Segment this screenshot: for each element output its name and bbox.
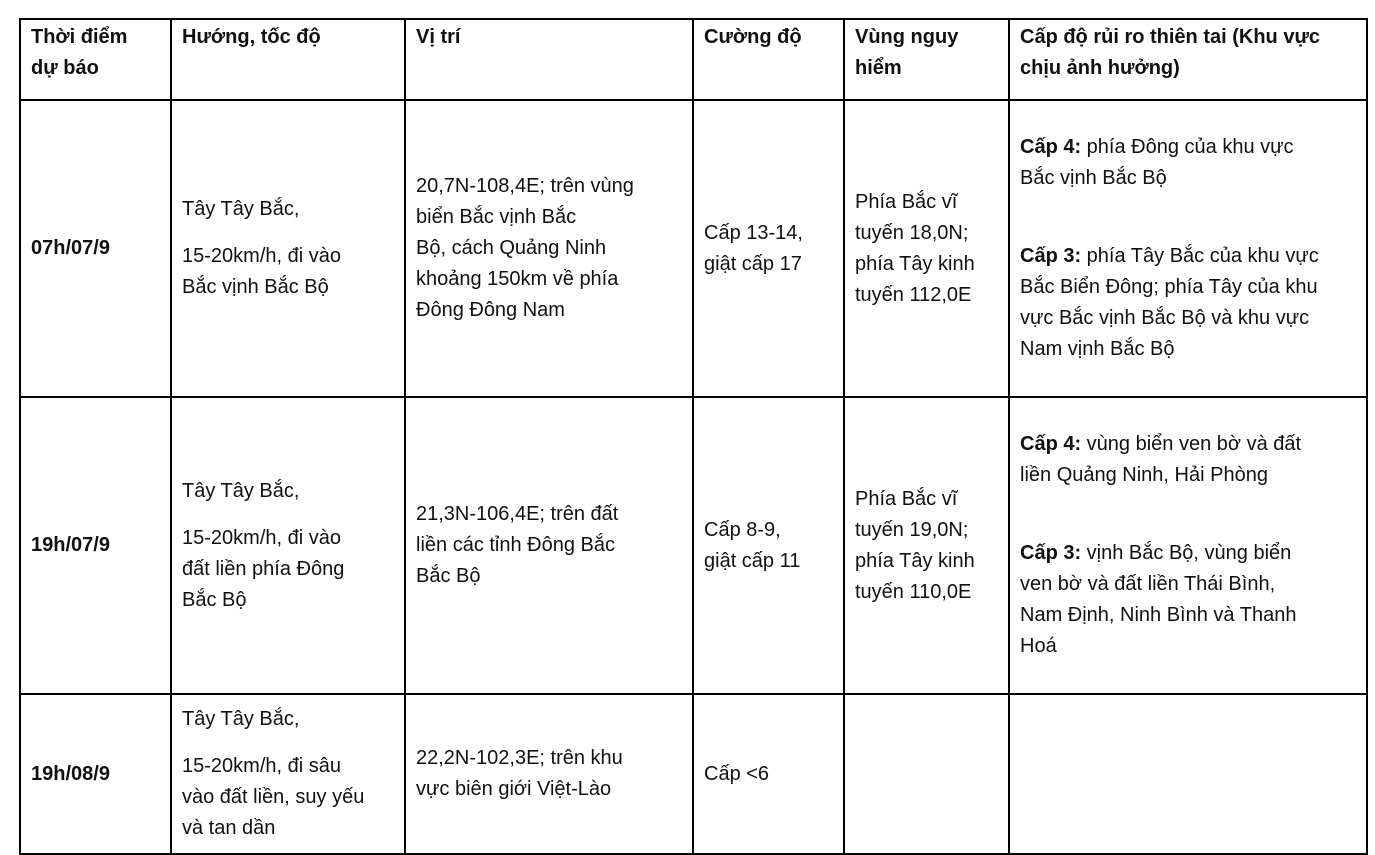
direction-line: Tây Tây Bắc, (182, 479, 300, 502)
header-danger-zone: Vùng nguy hiểm (844, 19, 1009, 100)
direction-line: 15-20km/h, đi vào Bắc vịnh Bắc Bộ (182, 245, 341, 298)
intensity-cell: Cấp <6 (693, 694, 844, 854)
intensity-cell: Cấp 13-14, giật cấp 17 (693, 100, 844, 397)
risk-cell (1009, 100, 1367, 397)
danger-zone-cell: Phía Bắc vĩ tuyến 18,0N; phía Tây kinh tuyến 112,0E (844, 100, 1009, 397)
header-intensity: Cường độ (693, 19, 844, 100)
intensity-cell: Cấp 8-9, giật cấp 11 (693, 397, 844, 694)
forecast-table (19, 18, 1368, 855)
position-cell: 20,7N-108,4E; trên vùng biển Bắc vịnh Bắc Bộ, cách Quảng Ninh khoảng 150km về phía Đông Đông Nam (405, 100, 693, 397)
direction-line: 15-20km/h, đi vào đất liền phía Đông Bắc Bộ (182, 526, 345, 611)
time-cell: 07h/07/9 (20, 100, 171, 397)
risk-item (1020, 241, 1356, 365)
header-risk-level: Cấp độ rủi ro thiên tai (Khu vực chịu ảnh hưởng) (1009, 19, 1367, 100)
time-cell: 19h/07/9 (20, 397, 171, 694)
risk-cell (1009, 694, 1367, 854)
direction-line: Tây Tây Bắc, (182, 708, 300, 730)
risk-level: Cấp 4: (1020, 136, 1082, 158)
risk-level: Cấp 3: (1020, 245, 1082, 267)
risk-text: phía Đông của khu vực Bắc vịnh Bắc Bộ (1020, 136, 1294, 189)
risk-text: phía Tây Bắc của khu vực Bắc Biển Đông; phía Tây của khu vực Bắc vịnh Bắc Bộ và khu vực Nam vịnh Bắc Bộ (1020, 245, 1319, 360)
risk-text: vịnh Bắc Bộ, vùng biển ven bờ và đất liền Thái Bình, Nam Định, Ninh Bình và Thanh Hoá (1020, 542, 1297, 657)
risk-level: Cấp 3: (1020, 542, 1082, 564)
danger-zone-cell (844, 694, 1009, 854)
direction-cell (171, 100, 405, 397)
risk-text: vùng biển ven bờ và đất liền Quảng Ninh, Hải Phòng (1020, 433, 1302, 486)
direction-line: 15-20km/h, đi sâu vào đất liền, suy yếu và tan dần (182, 755, 365, 839)
risk-item (1020, 132, 1356, 194)
risk-level: Cấp 4: (1020, 433, 1082, 455)
time-cell: 19h/08/9 (20, 694, 171, 854)
danger-zone-cell: Phía Bắc vĩ tuyến 19,0N; phía Tây kinh tuyến 110,0E (844, 397, 1009, 694)
header-position: Vị trí (405, 19, 693, 100)
header-direction: Hướng, tốc độ (171, 19, 405, 100)
table-row (20, 694, 1367, 854)
risk-item (1020, 538, 1356, 662)
table-row (20, 397, 1367, 694)
header-row (20, 19, 1367, 100)
header-time: Thời điểm dự báo (20, 19, 171, 100)
risk-cell (1009, 397, 1367, 694)
direction-cell (171, 397, 405, 694)
direction-cell (171, 694, 405, 854)
position-cell: 22,2N-102,3E; trên khu vực biên giới Việt-Lào (405, 694, 693, 854)
direction-line: Tây Tây Bắc, (182, 198, 300, 220)
position-cell: 21,3N-106,4E; trên đất liền các tỉnh Đông Bắc Bắc Bộ (405, 397, 693, 694)
risk-item (1020, 429, 1356, 491)
table-row (20, 100, 1367, 397)
